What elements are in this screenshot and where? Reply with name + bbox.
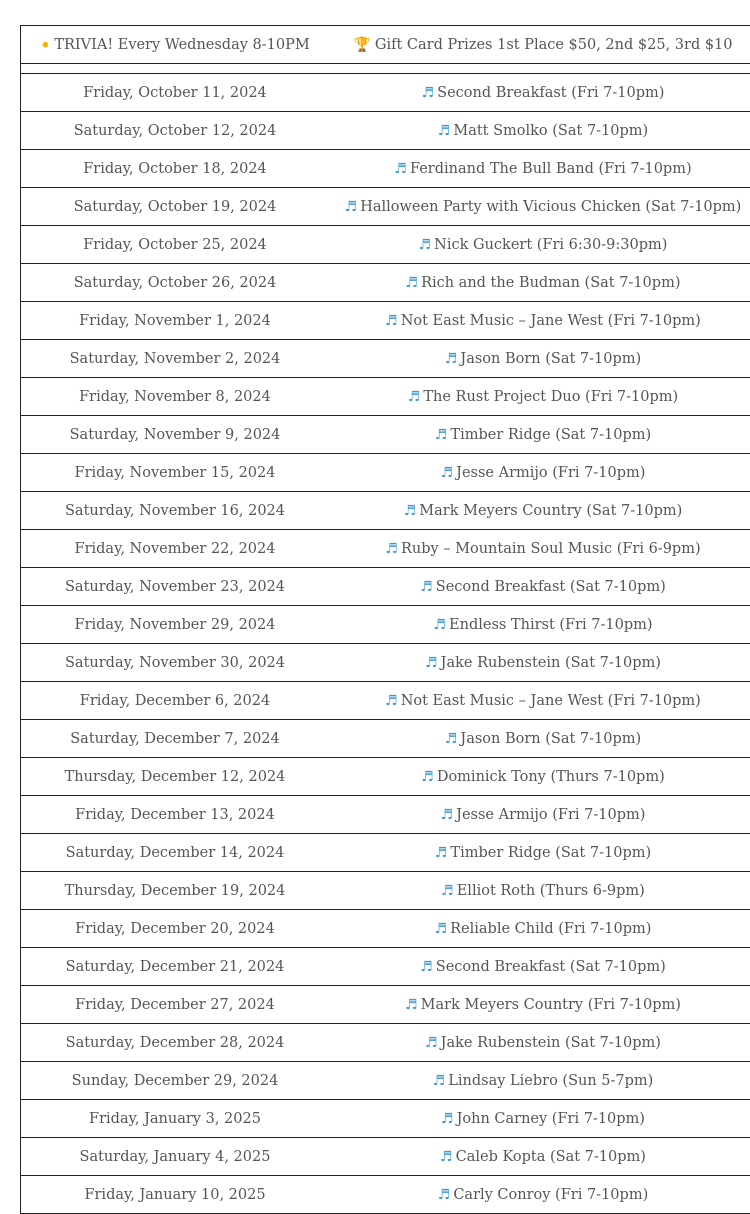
event-title: Halloween Party with Vicious Chicken (Sat 7-10pm) [360, 198, 742, 215]
table-row [21, 796, 750, 834]
music-notes-icon: ♬ [421, 768, 434, 785]
event-title: Nick Guckert (Fri 6:30-9:30pm) [434, 236, 668, 253]
music-notes-icon: ♬ [421, 84, 435, 101]
event-date: Friday, December 6, 2024 [79, 692, 271, 709]
event-title: Carly Conroy (Fri 7-10pm) [453, 1186, 649, 1203]
table-row [21, 682, 750, 720]
event-date: Sunday, December 29, 2024 [71, 1072, 279, 1089]
table-row [21, 606, 750, 644]
event-cell [329, 1073, 750, 1089]
event-date: Saturday, October 19, 2024 [73, 198, 277, 215]
event-cell [329, 1111, 750, 1127]
music-notes-icon: ♬ [420, 958, 433, 975]
event-title: Second Breakfast (Fri 7-10pm) [437, 84, 665, 101]
event-cell [329, 389, 750, 405]
prizes-cell [329, 37, 750, 53]
event-title: Endless Thirst (Fri 7-10pm) [449, 616, 653, 633]
table-row [21, 986, 750, 1024]
event-title: Not East Music – Jane West (Fri 7-10pm) [400, 312, 701, 329]
music-notes-icon: ♬ [432, 1072, 446, 1089]
music-notes-icon: ♬ [434, 844, 448, 861]
event-cell [329, 655, 750, 671]
trophy-icon: 🏆 [353, 36, 371, 53]
table-row [21, 226, 750, 264]
event-date: Friday, November 15, 2024 [74, 464, 276, 481]
event-date: Friday, November 29, 2024 [74, 616, 276, 633]
event-cell [329, 351, 750, 367]
event-title: Second Breakfast (Sat 7-10pm) [435, 958, 666, 975]
event-title: Dominick Tony (Thurs 7-10pm) [436, 768, 665, 785]
music-notes-icon: ♬ [440, 806, 454, 823]
table-row [21, 454, 750, 492]
event-cell [329, 465, 750, 481]
event-date: Saturday, November 30, 2024 [65, 654, 285, 671]
event-date: Saturday, December 7, 2024 [70, 730, 280, 747]
event-cell [329, 199, 750, 215]
event-cell [329, 503, 750, 519]
event-date: Friday, January 10, 2025 [84, 1186, 266, 1203]
music-notes-icon: ♬ [433, 616, 447, 633]
event-cell [329, 807, 750, 823]
event-cell [329, 427, 750, 443]
table-row [21, 112, 750, 150]
table-row [21, 74, 750, 112]
event-cell [329, 541, 750, 557]
event-date: Saturday, November 2, 2024 [69, 350, 281, 367]
event-title: John Carney (Fri 7-10pm) [456, 1110, 645, 1127]
event-title: Ferdinand The Bull Band (Fri 7-10pm) [409, 160, 692, 177]
event-cell [329, 959, 750, 975]
event-title: Second Breakfast (Sat 7-10pm) [435, 578, 666, 595]
table-row [21, 1100, 750, 1138]
music-notes-icon: ♬ [385, 692, 398, 709]
event-title: Lindsay Liebro (Sun 5-7pm) [448, 1072, 654, 1089]
event-cell [329, 237, 750, 253]
trivia-cell [21, 37, 329, 53]
music-notes-icon: ♬ [425, 1034, 438, 1051]
event-title: Matt Smolko (Sat 7-10pm) [453, 122, 649, 139]
music-notes-icon: ♬ [441, 882, 454, 899]
event-date: Saturday, October 12, 2024 [73, 122, 277, 139]
music-notes-icon: ♬ [385, 312, 398, 329]
event-title: Jake Rubenstein (Sat 7-10pm) [440, 1034, 661, 1051]
event-cell [329, 579, 750, 595]
event-cell [329, 275, 750, 291]
event-title: Mark Meyers Country (Sat 7-10pm) [419, 502, 683, 519]
event-title: Jesse Armijo (Fri 7-10pm) [456, 806, 646, 823]
header-divider [21, 64, 750, 74]
event-title: Mark Meyers Country (Fri 7-10pm) [420, 996, 681, 1013]
event-title: Elliot Roth (Thurs 6-9pm) [456, 882, 645, 899]
table-row [21, 1138, 750, 1176]
event-date: Saturday, December 14, 2024 [65, 844, 285, 861]
event-date: Friday, November 8, 2024 [79, 388, 271, 405]
event-cell [329, 1187, 750, 1203]
music-notes-icon: ♬ [437, 1186, 451, 1203]
music-notes-icon: ♬ [407, 388, 421, 405]
event-date: Friday, November 1, 2024 [79, 312, 271, 329]
event-date: Friday, October 11, 2024 [83, 84, 267, 101]
event-date: Friday, October 25, 2024 [83, 236, 267, 253]
event-cell [329, 997, 750, 1013]
event-date: Friday, December 20, 2024 [75, 920, 275, 937]
table-row [21, 644, 750, 682]
table-row [21, 758, 750, 796]
music-notes-icon: ♬ [434, 920, 448, 937]
music-notes-icon: ♬ [444, 730, 458, 747]
music-notes-icon: ♬ [403, 502, 417, 519]
music-notes-icon: ♬ [437, 122, 451, 139]
event-date: Saturday, December 28, 2024 [65, 1034, 285, 1051]
event-date: Saturday, November 16, 2024 [65, 502, 285, 519]
table-row [21, 378, 750, 416]
lightbulb-icon: ⚫ [40, 37, 51, 52]
event-date: Saturday, October 26, 2024 [73, 274, 277, 291]
music-notes-icon: ♬ [418, 236, 432, 253]
table-row [21, 1176, 750, 1214]
music-notes-icon: ♬ [420, 578, 433, 595]
table-row [21, 948, 750, 986]
event-date: Saturday, December 21, 2024 [65, 958, 285, 975]
table-row [21, 264, 750, 302]
event-cell [329, 85, 750, 101]
event-title: Caleb Kopta (Sat 7-10pm) [455, 1148, 646, 1165]
table-row [21, 568, 750, 606]
event-date: Thursday, December 12, 2024 [64, 768, 286, 785]
table-row [21, 1062, 750, 1100]
event-date: Friday, December 13, 2024 [75, 806, 275, 823]
table-row [21, 530, 750, 568]
table-row [21, 720, 750, 758]
event-title: Timber Ridge (Sat 7-10pm) [450, 426, 652, 443]
music-notes-icon: ♬ [385, 540, 398, 557]
table-row [21, 150, 750, 188]
event-title: Jake Rubenstein (Sat 7-10pm) [440, 654, 661, 671]
event-cell [329, 313, 750, 329]
event-title: Jason Born (Sat 7-10pm) [460, 350, 642, 367]
event-date: Saturday, November 23, 2024 [65, 578, 285, 595]
event-title: Not East Music – Jane West (Fri 7-10pm) [400, 692, 701, 709]
event-schedule-table [20, 25, 750, 1214]
event-title: Reliable Child (Fri 7-10pm) [450, 920, 652, 937]
table-row [21, 872, 750, 910]
trivia-header-row [21, 25, 750, 64]
table-row [21, 492, 750, 530]
event-rows [21, 74, 750, 1214]
table-row [21, 834, 750, 872]
event-cell [329, 769, 750, 785]
event-date: Friday, December 27, 2024 [75, 996, 275, 1013]
event-date: Friday, January 3, 2025 [89, 1110, 261, 1127]
music-notes-icon: ♬ [441, 1110, 454, 1127]
event-title: Rich and the Budman (Sat 7-10pm) [421, 274, 681, 291]
event-cell [329, 1035, 750, 1051]
event-cell [329, 731, 750, 747]
table-row [21, 910, 750, 948]
music-notes-icon: ♬ [405, 996, 418, 1013]
music-notes-icon: ♬ [434, 426, 448, 443]
table-row [21, 340, 750, 378]
event-cell [329, 883, 750, 899]
event-title: Jason Born (Sat 7-10pm) [460, 730, 642, 747]
event-cell [329, 845, 750, 861]
table-row [21, 188, 750, 226]
prizes-text: Gift Card Prizes 1st Place $50, 2nd $25, 3rd $10 [374, 36, 733, 53]
table-row [21, 302, 750, 340]
event-cell [329, 617, 750, 633]
event-date: Friday, November 22, 2024 [74, 540, 276, 557]
music-notes-icon: ♬ [425, 654, 438, 671]
event-title: The Rust Project Duo (Fri 7-10pm) [423, 388, 679, 405]
trivia-text: TRIVIA! Every Wednesday 8-10PM [54, 36, 310, 53]
table-row [21, 1024, 750, 1062]
music-notes-icon: ♬ [405, 274, 419, 291]
event-cell [329, 921, 750, 937]
music-notes-icon: ♬ [444, 350, 458, 367]
music-notes-icon: ♬ [440, 464, 454, 481]
event-title: Ruby – Mountain Soul Music (Fri 6-9pm) [400, 540, 701, 557]
music-notes-icon: ♬ [394, 160, 407, 177]
music-notes-icon: ♬ [440, 1148, 453, 1165]
event-title: Jesse Armijo (Fri 7-10pm) [456, 464, 646, 481]
event-date: Thursday, December 19, 2024 [64, 882, 286, 899]
event-cell [329, 161, 750, 177]
event-date: Saturday, November 9, 2024 [69, 426, 281, 443]
table-row [21, 416, 750, 454]
event-cell [329, 693, 750, 709]
event-cell [329, 123, 750, 139]
event-title: Timber Ridge (Sat 7-10pm) [450, 844, 652, 861]
event-date: Friday, October 18, 2024 [83, 160, 267, 177]
event-cell [329, 1149, 750, 1165]
event-date: Saturday, January 4, 2025 [79, 1148, 271, 1165]
music-notes-icon: ♬ [344, 198, 358, 215]
